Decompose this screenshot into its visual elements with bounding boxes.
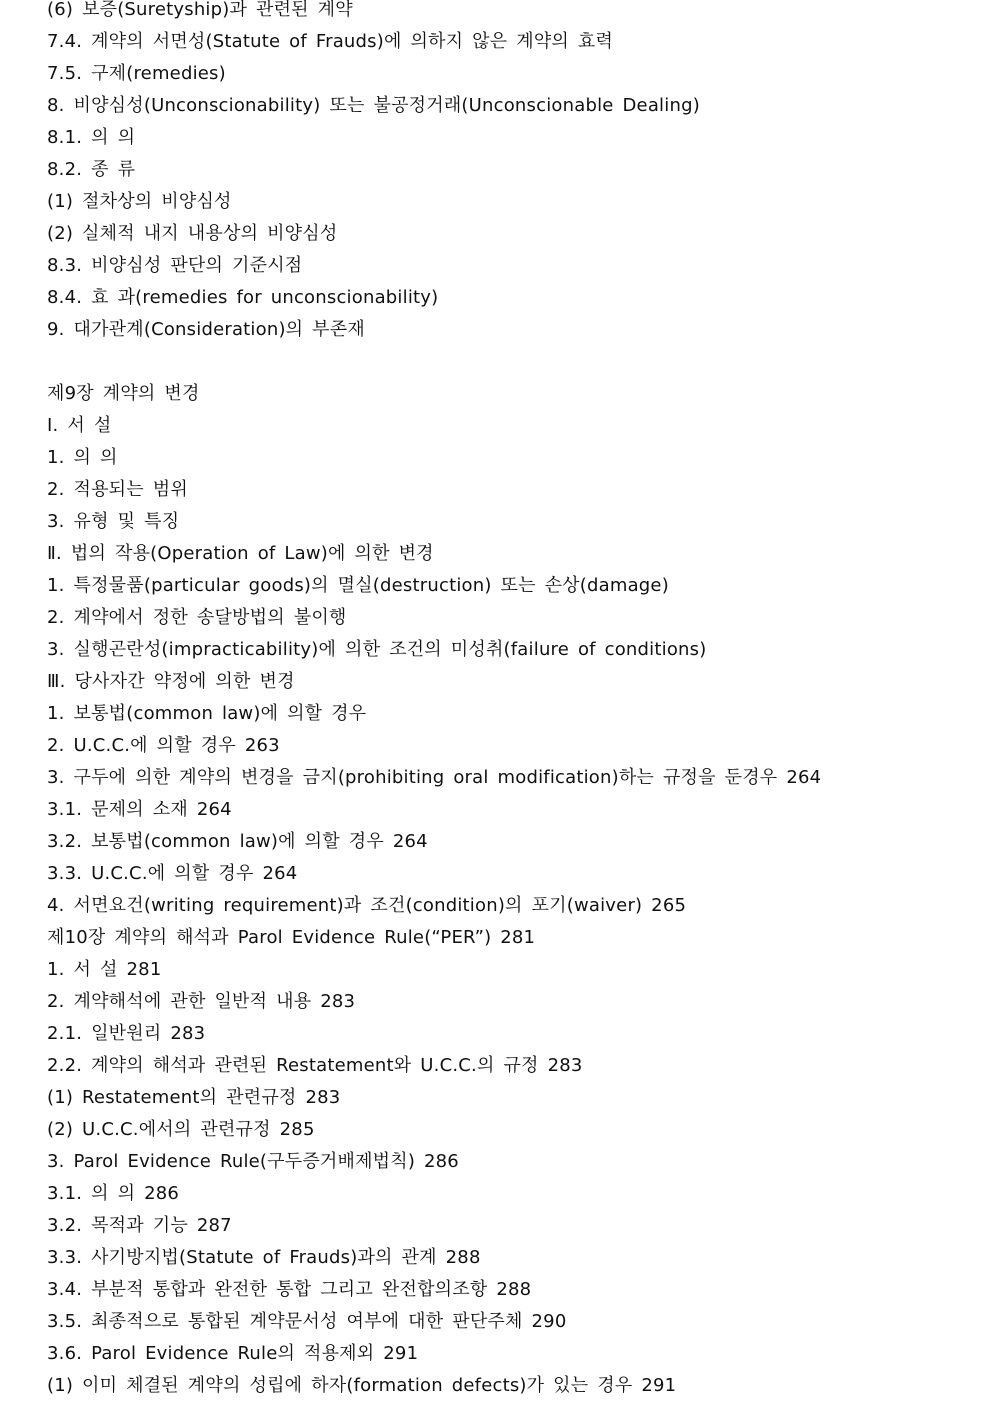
document-page (47, 0, 967, 1402)
toc-line: 3.2. 보통법(common law)에 의할 경우 264 (47, 831, 428, 852)
toc-line: 3.6. Parol Evidence Rule의 적용제외 291 (47, 1343, 419, 1364)
toc-line: (1) 이미 체결된 계약의 성립에 하자(formation defects)가 있는 경우 291 (47, 1375, 677, 1396)
toc-line: 7.5. 구제(remedies) (47, 63, 226, 84)
toc-line: 3. 유형 및 특징 (47, 511, 180, 532)
section-heading: Ⅱ. 법의 작용(Operation of Law)에 의한 변경 (47, 543, 434, 564)
toc-line: 3.2. 목적과 기능 287 (47, 1215, 232, 1236)
toc-line: 2.1. 일반원리 283 (47, 1023, 206, 1044)
toc-line: 1. 서 설 281 (47, 959, 162, 980)
toc-line: 8.2. 종 류 (47, 159, 136, 180)
toc-line: 3.4. 부분적 통합과 완전한 통합 그리고 완전합의조항 288 (47, 1279, 532, 1300)
toc-line: (6) 보증(Suretyship)과 관련된 계약 (47, 0, 353, 20)
toc-line: 3.3. 사기방지법(Statute of Frauds)과의 관계 288 (47, 1247, 481, 1268)
toc-line: 8.1. 의 의 (47, 127, 136, 148)
toc-line: (1) Restatement의 관련규정 283 (47, 1087, 341, 1108)
toc-line: 3. Parol Evidence Rule(구두증거배제법칙) 286 (47, 1151, 459, 1172)
toc-line: 3.5. 최종적으로 통합된 계약문서성 여부에 대한 판단주체 290 (47, 1311, 567, 1332)
toc-line: 8. 비양심성(Unconscionability) 또는 불공정거래(Unconscionable Dealing) (47, 95, 700, 116)
toc-line: 2. 계약해석에 관한 일반적 내용 283 (47, 991, 356, 1012)
section-heading: Ⅰ. 서 설 (47, 415, 112, 436)
toc-line: 7.4. 계약의 서면성(Statute of Frauds)에 의하지 않은 계약의 효력 (47, 31, 614, 52)
chapter-heading: 제9장 계약의 변경 (47, 383, 200, 404)
section-heading: Ⅲ. 당사자간 약정에 의한 변경 (47, 671, 295, 692)
toc-line: 9. 대가관계(Consideration)의 부존재 (47, 319, 365, 340)
toc-line: (1) 절차상의 비양심성 (47, 191, 232, 212)
toc-line: 1. 의 의 (47, 447, 118, 468)
chapter-heading: 제10장 계약의 해석과 Parol Evidence Rule(“PER”) 281 (47, 927, 536, 948)
toc-line: 8.3. 비양심성 판단의 기준시점 (47, 255, 303, 276)
toc-line: (2) 실체적 내지 내용상의 비양심성 (47, 223, 338, 244)
toc-line: 3.1. 의 의 286 (47, 1183, 180, 1204)
blank-line (47, 346, 967, 378)
toc-line: 3. 실행곤란성(impracticability)에 의한 조건의 미성취(failure of conditions) (47, 639, 707, 660)
toc-line: 3. 구두에 의한 계약의 변경을 금지(prohibiting oral modification)하는 규정을 둔경우 264 (47, 767, 822, 788)
toc-line: 8.4. 효 과(remedies for unconscionability) (47, 287, 439, 308)
toc-line: 4. 서면요건(writing requirement)과 조건(condition)의 포기(waiver) 265 (47, 895, 687, 916)
toc-line: 3.1. 문제의 소재 264 (47, 799, 232, 820)
toc-line: 2. 적용되는 범위 (47, 479, 188, 500)
toc-line: 1. 보통법(common law)에 의할 경우 (47, 703, 367, 724)
toc-line: 3.3. U.C.C.에 의할 경우 264 (47, 863, 298, 884)
toc-line: 2.2. 계약의 해석과 관련된 Restatement와 U.C.C.의 규정 283 (47, 1055, 583, 1076)
toc-line: 2. U.C.C.에 의할 경우 263 (47, 735, 280, 756)
toc-line: 1. 특정물품(particular goods)의 멸실(destruction) 또는 손상(damage) (47, 575, 669, 596)
toc-line: 2. 계약에서 정한 송달방법의 불이행 (47, 607, 347, 628)
toc-line: (2) U.C.C.에서의 관련규정 285 (47, 1119, 315, 1140)
